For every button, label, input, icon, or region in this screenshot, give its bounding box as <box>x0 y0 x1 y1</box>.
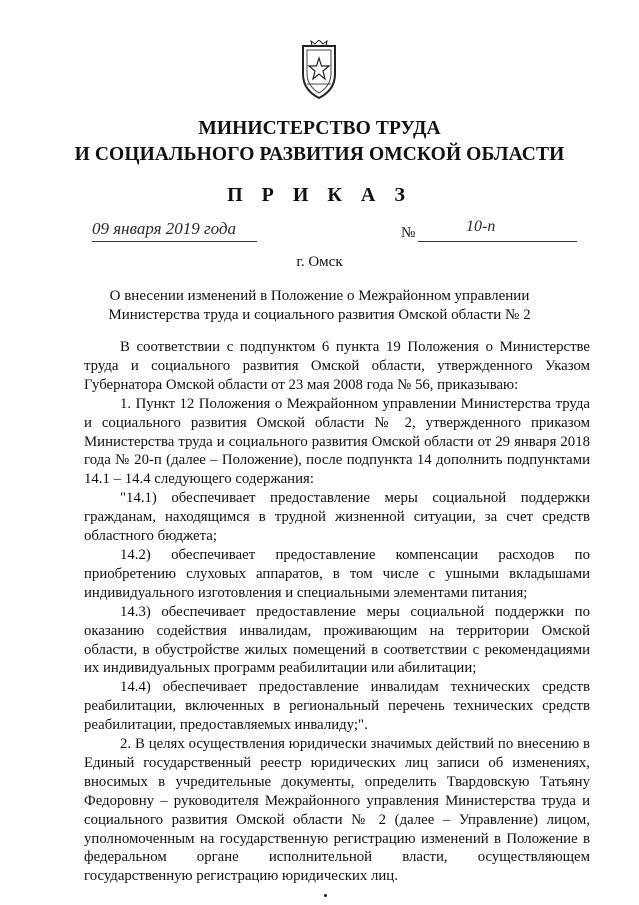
subclause-14-2-paragraph: 14.2) обеспечивает предоставление компенсации расходов по приобретению слуховых аппаратов, в том числе с ушными вкладышами индивидуального изготовления и специальными элементами питания; <box>84 546 590 601</box>
order-subject <box>0 287 639 325</box>
page-mark-dot <box>324 894 327 897</box>
ministry-name-line-2: И СОЦИАЛЬНОГО РАЗВИТИЯ ОМСКОЙ ОБЛАСТИ <box>74 144 565 165</box>
ministry-name-line-1: МИНИСТЕРСТВО ТРУДА <box>198 118 441 139</box>
date-underline <box>92 241 257 242</box>
subclause-14-4-paragraph: 14.4) обеспечивает предоставление инвалидам технических средств реабилитации, включенных в региональный перечень технических средств реабилитации, предоставляемых инвалиду;". <box>84 679 590 734</box>
number-label: № <box>401 225 416 241</box>
handwritten-order-number: 10-п <box>466 218 496 235</box>
subclause-14-3-paragraph: 14.3) обеспечивает предоставление меры социальной поддержки по оказанию содействия инвалидам, проживающим на территории Омской области, в обустройстве жилых помещений в соответствии с рекомендациями их индивидуальных программ реабилитации или абилитации; <box>84 603 590 677</box>
subclause-14-1-paragraph: "14.1) обеспечивает предоставление меры социальной поддержки гражданам, находящимся в трудной жизненной ситуации, за счет средств областного бюджета; <box>84 490 590 545</box>
subject-line-2: Министерства труда и социального развития Омской области № 2 <box>108 307 531 323</box>
document-type-title: П Р И К А З <box>227 184 412 206</box>
subject-line-1: О внесении изменений в Положение о Межрайонном управлении <box>109 288 530 304</box>
omsk-coat-of-arms-icon <box>298 40 340 102</box>
city-label: г. Омск <box>296 254 343 270</box>
preamble-paragraph: В соответствии с подпунктом 6 пункта 19 Положения о Министерстве труда и социального развития Омской области, утвержденного Указом Губернатора Омской области от 23 мая 2008 года № 56, приказываю: <box>84 339 590 393</box>
order-body <box>84 338 590 886</box>
clause-1-paragraph: 1. Пункт 12 Положения о Межрайонном управлении Министерства труда и социального развития Омской области № 2, утвержденного приказом Министерства труда и социального развития Омской области от 29 января 2018 года № 20-п (далее – Положение), после подпункта 14 дополнить подпунктами 14.1 – 14.4 следующего содержания: <box>84 395 590 488</box>
handwritten-date: 09 января 2019 года <box>92 219 237 238</box>
number-underline <box>418 241 577 242</box>
clause-2-paragraph: 2. В целях осуществления юридически значимых действий по внесению в Единый государственный реестр юридических лиц записи об изменениях, вносимых в учредительные документы, определить Твардовскую Татьяну Федоровну – руководителя Межрайонного управления Министерства труда и социального развития Омской области № 2 (далее – Управление) лицом, уполномоченным на государственную регистрацию изменений в Положение в федеральном органе исполнительной власти, осуществляющем государственную регистрацию юридических лиц. <box>84 736 590 885</box>
